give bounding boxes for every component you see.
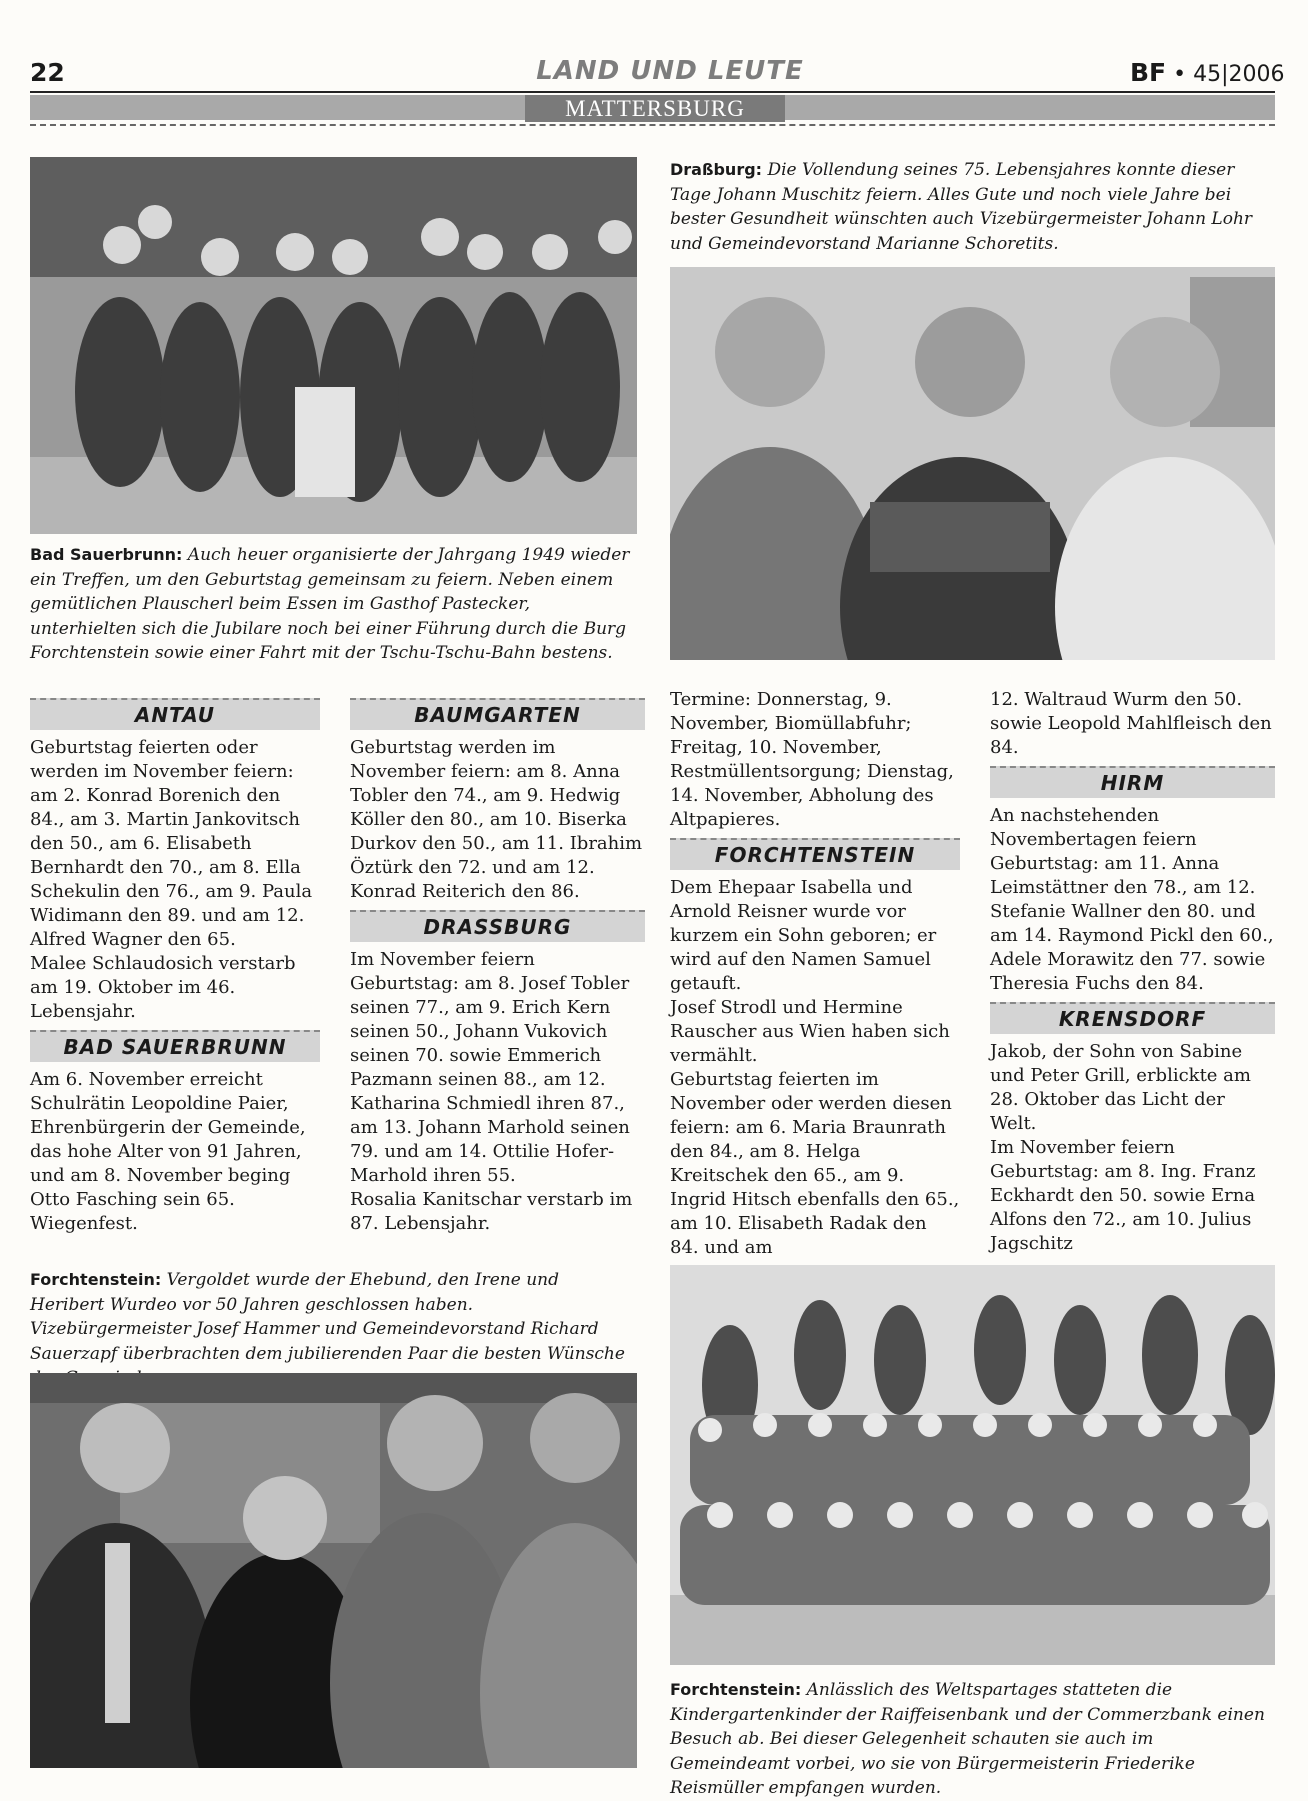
paragraph: Im November feiern Geburtstag: am 8. Josef Tobler seinen 77., am 9. Erich Kern seinen 50., Johann Vukovich seinen 70. sowie Emmerich Pazmann seinen 88., am 12. Katharina Schmiedl ihren 87., am 13. Johann Marhold seinen 79. und am 14. Ottilie Hofer-Marhold ihren 55. (350, 949, 630, 1186)
paragraph: Im November feiern Geburtstag: am 8. Ing. Franz Eckhardt den 50. sowie Erna Alfons den 72., am 10. Julius Jagschitz (990, 1137, 1256, 1254)
column-1 (30, 698, 320, 1236)
header-rule (30, 91, 1275, 93)
paragraph: Am 6. November erreicht Schulrätin Leopoldine Paier, Ehrenbürgerin der Gemeinde, das hohe Alter von 91 Jahren, und am 8. November beging Otto Fasching sein 65. Wiegenfest. (30, 1069, 306, 1234)
caption-text: Anlässlich des Weltspartages statteten die Kindergartenkinder der Raiffeisenbank und der Commerzbank einen Besuch ab. Bei dieser Gelegenheit schauten sie auch im Gemeindeamt vorbei, wo sie von Bürgermeisterin Friederike Reismüller empfangen wurden. (670, 1680, 1265, 1798)
photo-drassburg-three-people (670, 267, 1275, 660)
paragraph: Malee Schlaudosich verstarb am 19. Oktober im 46. Lebensjahr. (30, 953, 296, 1022)
photo-bad-sauerbrunn-group (30, 157, 637, 534)
paragraph: Geburtstag feierten im November oder werden diesen feiern: am 6. Maria Braunrath den 84., am 8. Helga Kreitschek den 65., am 9. Ingrid Hitsch ebenfalls den 65., am 10. Elisabeth Radak den 84. und am (670, 1069, 960, 1258)
paragraph: Jakob, der Sohn von Sabine und Peter Grill, erblickte am 28. Oktober das Licht der Welt. (990, 1041, 1251, 1134)
heading-drassburg: DRASSBURG (350, 910, 645, 942)
issue-info: BF • 45|2006 (1130, 58, 1285, 87)
photo-forchtenstein-kindergarten (670, 1265, 1275, 1665)
caption-place: Forchtenstein: (30, 1270, 162, 1289)
paragraph: Josef Strodl und Hermine Rauscher aus Wien haben sich vermählt. (670, 997, 950, 1066)
caption-text: Vergoldet wurde der Ehebund, den Irene und Heribert Wurdeo vor 50 Jahren geschlossen haben. Vizebürgermeister Josef Hammer und Gemeindevorstand Richard Sauerzapf überbrachten dem jubilierenden Paar die besten Wünsche (30, 1270, 625, 1364)
header-dashed-rule (30, 124, 1275, 126)
paragraph: Rosalia Kanitschar verstarb im 87. Lebensjahr. (350, 1189, 633, 1234)
paragraph: Geburtstag feierten oder werden im November feiern: am 2. Konrad Borenich den 84., am 3. Martin Jankovitsch den 50., am 6. Elisabeth Bernhardt den 70., am 8. Ella Schekulin den 76., am 9. Paula Widimann den 89. und am 12. Alfred Wagner den 65. (30, 737, 313, 950)
page-number: 22 (30, 58, 65, 87)
paragraph: An nachstehenden Novembertagen feiern Geburtstag: am 11. Anna Leimstättner den 78., am 12. Stefanie Wallner den 80. und am 14. Raymond Pickl den 60., Adele Morawitz den 77. sowie Theresia Fuchs den 84. (990, 805, 1274, 994)
photo-forchtenstein-couple (30, 1373, 637, 1768)
paragraph: Geburtstag werden im November feiern: am 8. Anna Tobler den 74., am 9. Hedwig Köller den 80., am 10. Biserka Durkov den 50., am 11. Ibrahim Öztürk den 72. und am 12. Konrad Reiterich den 86. (350, 737, 643, 902)
caption-text: Auch heuer organisierte der Jahrgang 1949 wieder ein Treffen, um den Geburtstag gemeinsam zu feiern. Neben einem gemütlichen Plauscherl beim Essen im Gasthof Pastecker, unterhielten sich die Jubilare noch bei einer Führung durch die Burg Forchtenstein sowie einer Fahrt mit der Tschu-Tschu-Bahn bestens. (30, 545, 630, 663)
caption-place: Bad Sauerbrunn: (30, 545, 183, 564)
paragraph: Dem Ehepaar Isabella und Arnold Reisner wurde vor kurzem ein Sohn geboren; er wird auf den Namen Samuel getauft. (670, 877, 937, 994)
caption-bad-sauerbrunn (30, 543, 640, 666)
caption-place: Forchtenstein: (670, 1680, 802, 1699)
issue-number: 45|2006 (1193, 62, 1285, 87)
column-2 (350, 698, 645, 1236)
heading-hirm: HIRM (990, 766, 1275, 798)
region-label: MATTERSBURG (525, 95, 785, 122)
column-4 (990, 688, 1275, 1256)
heading-antau: ANTAU (30, 698, 320, 730)
caption-forchtenstein-kids (670, 1678, 1278, 1801)
caption-place: Draßburg: (670, 160, 763, 179)
heading-forchtenstein: FORCHTENSTEIN (670, 838, 960, 870)
paragraph: Termine: Donnerstag, 9. November, Biomüllabfuhr; Freitag, 10. November, Restmüllentsorgung; Dienstag, 14. November, Abholung des Altpapieres. (670, 689, 954, 830)
heading-baumgarten: BAUMGARTEN (350, 698, 645, 730)
paper-name: BF (1130, 58, 1167, 87)
section-title: LAND UND LEUTE (536, 56, 804, 86)
column-3 (670, 688, 960, 1260)
heading-krensdorf: KRENSDORF (990, 1002, 1275, 1034)
caption-text: Die Vollendung seines 75. Lebensjahres konnte dieser Tage Johann Muschitz feiern. Alles Gute und noch viele Jahre bei bester Gesundheit wünschten auch Vizebürgermeister Johann Lohr und Gemeindevorstand Marianne Schoretits. (670, 160, 1253, 254)
heading-bad-sauerbrunn: BAD SAUERBRUNN (30, 1030, 320, 1062)
caption-drassburg (670, 158, 1275, 256)
paragraph: 12. Waltraud Wurm den 50. sowie Leopold Mahlfleisch den 84. (990, 689, 1272, 758)
